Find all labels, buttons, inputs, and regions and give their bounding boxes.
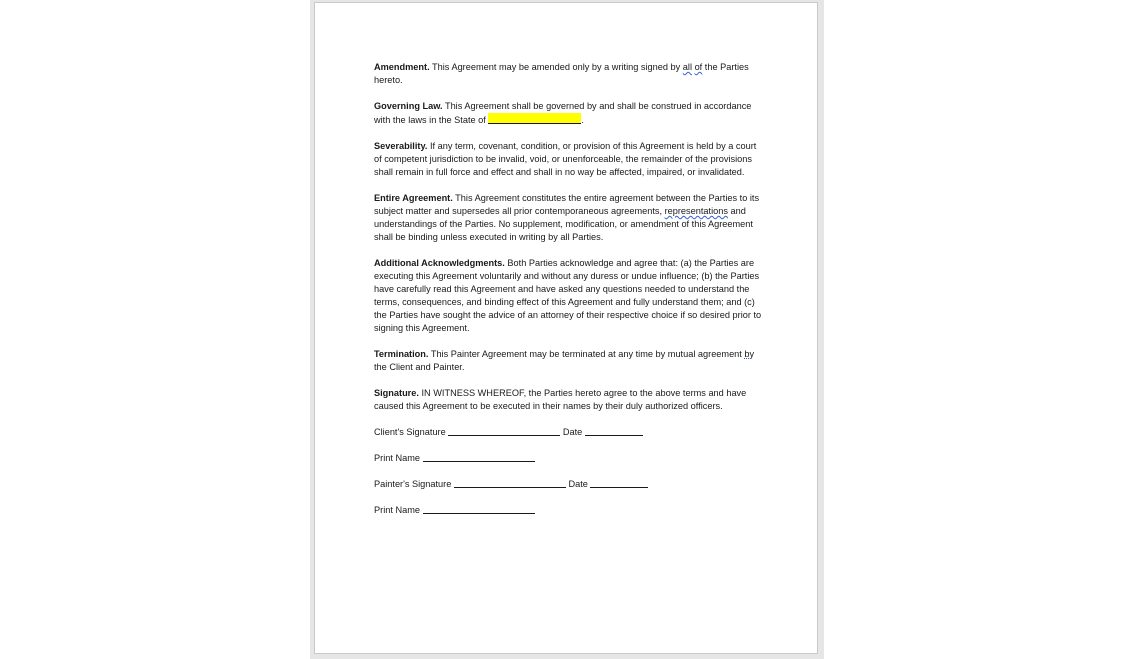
client-signature-label: Client's Signature [374, 427, 446, 437]
painter-signature-blank[interactable] [454, 478, 566, 488]
painter-signature-label: Painter's Signature [374, 479, 452, 489]
painter-date-label: Date [568, 479, 588, 489]
additional-ack-heading: Additional Acknowledgments. [374, 258, 505, 268]
severability-paragraph[interactable] [374, 140, 764, 179]
entire-agreement-text: This Agreement constitutes the entire agreement between the Parties to its subject matter and supersedes all prior contemporaneous agreements, [374, 193, 760, 216]
termination-heading: Termination. [374, 349, 429, 359]
document-body[interactable] [374, 61, 764, 530]
governing-law-text: This Agreement shall be governed by and shall be construed in accordance with the laws in the State of [374, 101, 752, 125]
grammar-flag-representations[interactable]: representations [664, 206, 728, 216]
client-print-name-label: Print Name [374, 453, 420, 463]
amendment-text-end: the Parties hereto. [374, 62, 749, 85]
termination-text-end: the Client and Painter. [374, 362, 465, 372]
grammar-flag-all[interactable]: all [682, 62, 692, 72]
painter-print-name-label: Print Name [374, 505, 420, 515]
signature-paragraph[interactable] [374, 387, 764, 413]
amendment-paragraph[interactable] [374, 61, 764, 87]
termination-paragraph[interactable] [374, 348, 764, 374]
termination-text: This Painter Agreement may be terminated at any time by mutual agreement [428, 349, 745, 359]
painter-signature-line[interactable] [374, 478, 764, 491]
client-signature-blank[interactable] [448, 426, 560, 436]
entire-agreement-paragraph[interactable] [374, 192, 764, 244]
painter-print-name-blank[interactable] [423, 504, 535, 514]
additional-ack-text: Both Parties acknowledge and agree that: (a) the Parties are executing this Agreement voluntarily and without any duress or undue influence; (b) the Parties have carefully read this Agreement and have asked any questions needed to understand the terms, consequences, and binding effect of this Agreement and fully understand them; and (c) the Parties have sought the advice of an attorney of their respective choice if so desired prior to signing this Agreement. [374, 258, 762, 333]
signature-heading: Signature. [374, 388, 419, 398]
additional-ack-paragraph[interactable] [374, 257, 764, 335]
amendment-text: This Agreement may be amended only by a writing signed by [429, 62, 683, 72]
entire-agreement-text-end: and understandings of the Parties. No supplement, modification, or amendment of this Agreement shall be binding unless executed in writing by all Parties. [374, 206, 753, 242]
client-date-label: Date [562, 427, 583, 437]
amendment-heading: Amendment. [374, 62, 430, 72]
severability-text: If any term, covenant, condition, or provision of this Agreement is held by a court of competent jurisdiction to be invalid, void, or unenforceable, the remainder of the provisions shall remain in full force and effect and shall in no way be affected, impaired, or invalidated. [374, 141, 757, 177]
grammar-flag-of[interactable]: of [694, 62, 703, 72]
severability-heading: Severability. [374, 141, 428, 151]
document-page[interactable] [314, 2, 818, 654]
client-signature-line[interactable] [374, 426, 764, 439]
client-date-blank[interactable] [585, 426, 643, 436]
governing-law-heading: Governing Law. [374, 101, 443, 111]
client-print-name-line[interactable] [374, 452, 764, 465]
painter-print-name-line[interactable] [374, 504, 764, 517]
client-print-name-blank[interactable] [423, 452, 535, 462]
painter-date-blank[interactable] [590, 478, 648, 488]
governing-law-paragraph[interactable]: Governing Law. This Agreement shall be governed by and shall be construed in accordance with the laws in the State of . [374, 101, 752, 125]
entire-agreement-heading: Entire Agreement. [374, 193, 453, 203]
grammar-flag-by[interactable]: by [744, 349, 755, 359]
signature-text: IN WITNESS WHEREOF, the Parties hereto agree to the above terms and have caused this Agreement to be executed in their names by their duly authorized officers. [374, 388, 747, 411]
state-blank-highlight[interactable] [488, 113, 581, 124]
